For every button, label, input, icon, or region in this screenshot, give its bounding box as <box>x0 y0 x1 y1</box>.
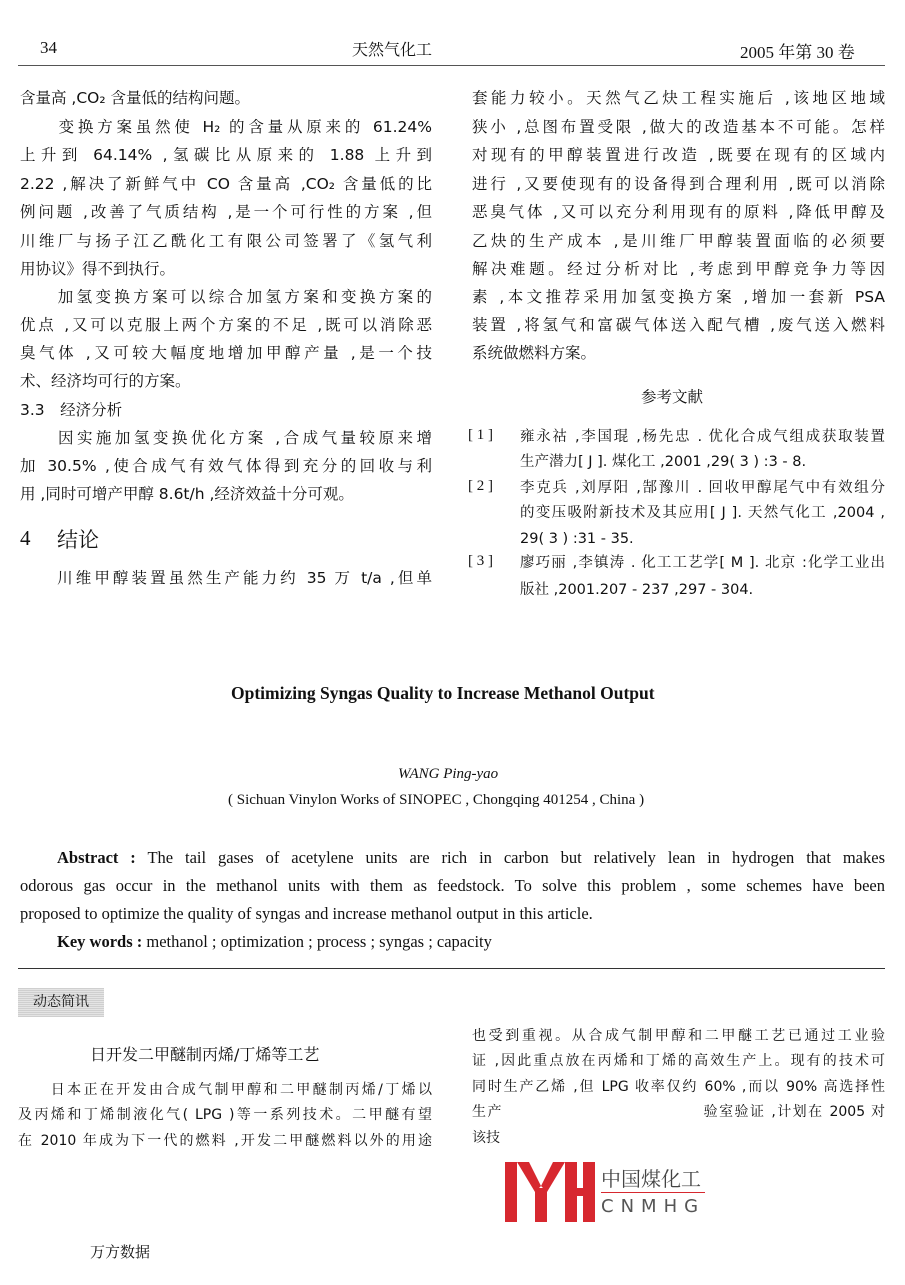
text-line: 恶臭气体 ,又可以充分利用现有的原料 ,降低甲醇及 <box>472 203 885 221</box>
text-line: 术、经济均可行的方案。 <box>20 372 191 390</box>
reference-number: [ 2 ] <box>468 478 493 494</box>
keywords-label: Key words : <box>57 932 143 951</box>
cnmhg-logo-icon <box>505 1162 595 1222</box>
references-title: 参考文献 <box>641 388 704 406</box>
abstract-line: odorous gas occur in the methanol units with them as feedstock. To solve this problem , some schemes have been <box>20 876 885 895</box>
journal-title: 天然气化工 <box>352 40 433 59</box>
section-rule <box>18 968 885 969</box>
text-line: 3.3 经济分析 <box>20 401 123 419</box>
news-title: 日开发二甲醚制丙烯/丁烯等工艺 <box>90 1045 320 1064</box>
text-line: 用协议》得不到执行。 <box>20 260 176 278</box>
text-line: 加 30.5% ,使合成气有效气体得到充分的回收与利 <box>20 457 432 475</box>
text-line: 用 ,同时可增产甲醇 8.6t/h ,经济效益十分可观。 <box>20 485 354 503</box>
text-line: 系统做燃料方案。 <box>472 344 597 362</box>
reference-line: 29( 3 ) :31 - 35. <box>520 531 634 547</box>
text-line: 套能力较小。天然气乙炔工程实施后 ,该地区地域 <box>472 89 885 107</box>
text-line: 含量高 ,CO₂ 含量低的结构问题。 <box>20 89 251 107</box>
text-line: 同时生产乙烯 ,但 LPG 收率仅约 60% ,而以 90% 高选择性 <box>472 1079 885 1095</box>
text-line: 乙炔的生产成本 ,是川维厂甲醇装置面临的必须要 <box>472 232 885 250</box>
text-line: 装置 ,将氢气和富碳气体送入配气槽 ,废气送入燃料 <box>472 316 885 334</box>
watermark-en: CNMHG <box>601 1196 706 1217</box>
keywords: methanol ; optimization ; process ; syngas ; capacity <box>146 932 492 951</box>
reference-line: 李克兵 ,刘厚阳 ,郜豫川 . 回收甲醇尾气中有效组分 <box>520 480 885 496</box>
reference-line: 版社 ,2001.207 - 237 ,297 - 304. <box>520 582 754 598</box>
section-4-title: 结论 <box>57 528 99 552</box>
page-number: 34 <box>40 38 57 57</box>
text-line: 该技 <box>472 1130 500 1146</box>
text-line: 对现有的甲醇装置进行改造 ,既要在现有的区域内 <box>472 146 885 164</box>
reference-line: 雍永祜 ,李国琨 ,杨先忠 . 优化合成气组成获取装置 <box>520 429 885 445</box>
watermark-underline <box>601 1192 705 1193</box>
text-line: 川维厂与扬子江乙酰化工有限公司签署了《氢气利 <box>20 232 432 250</box>
reference-line: 的变压吸附新技术及其应用[ J ]. 天然气化工 ,2004 , <box>520 505 885 521</box>
abstract-text: The tail gases of acetylene units are rich in carbon but relatively lean in hydrogen that makes <box>147 848 886 867</box>
text-line: 上升到 64.14% ,氢碳比从原来的 1.88 上升到 <box>20 146 432 164</box>
abstract-label: Abstract : <box>57 848 136 867</box>
header-rule <box>18 65 885 66</box>
reference-line: 生产潜力[ J ]. 煤化工 ,2001 ,29( 3 ) :3 - 8. <box>520 454 807 470</box>
text-line: 素 ,本文推荐采用加氢变换方案 ,增加一套新 PSA <box>472 288 885 306</box>
text-line: 及丙烯和丁烯制液化气( LPG )等一系列技术。二甲醚有望 <box>18 1107 432 1123</box>
issue-info: 2005 年第 30 卷 <box>740 43 855 62</box>
text-line: 解决难题。经过分析对比 ,考虑到甲醇竞争力等因 <box>472 260 885 278</box>
text-line: 加氢变换方案可以综合加氢方案和变换方案的 <box>20 288 432 306</box>
abstract-line: proposed to optimize the quality of syngas and increase methanol output in this article. <box>20 904 593 923</box>
reference-number: [ 1 ] <box>468 427 493 443</box>
news-badge: 动态简讯 <box>18 988 104 1017</box>
text-line: 臭气体 ,又可较大幅度地增加甲醇产量 ,是一个技 <box>20 344 432 362</box>
section-4-number: 4 <box>20 526 31 550</box>
reference-line: 廖巧丽 ,李镇涛 . 化工工艺学[ M ]. 北京 :化学工业出 <box>520 555 885 571</box>
text-line: 因实施加氢变换优化方案 ,合成气量较原来增 <box>20 429 432 447</box>
reference-number: [ 3 ] <box>468 553 493 569</box>
section-4-text: 川维甲醇装置虽然生产能力约 35 万 t/a ,但单 <box>20 569 432 587</box>
abstract-line <box>57 848 885 868</box>
text-line: 证 ,因此重点放在丙烯和丁烯的高效生产上。现有的技术可 <box>472 1053 885 1069</box>
text-line: 变换方案虽然使 H₂ 的含量从原来的 61.24% <box>20 118 432 136</box>
keywords-line <box>57 932 492 952</box>
english-title: Optimizing Syngas Quality to Increase Methanol Output <box>231 683 655 703</box>
text-line: 2.22 ,解决了新鲜气中 CO 含量高 ,CO₂ 含量低的比 <box>20 175 432 193</box>
watermark-cn: 中国煤化工 <box>601 1167 701 1191</box>
author: WANG Ping-yao <box>398 766 499 782</box>
footer-source: 万方数据 <box>90 1243 151 1261</box>
text-line: 在 2010 年成为下一代的燃料 ,开发二甲醚燃料以外的用途 <box>18 1133 432 1149</box>
text-line: 生产 验室验证 ,计划在 2005 对 <box>472 1104 885 1120</box>
text-line: 也受到重视。从合成气制甲醇和二甲醚工艺已通过工业验 <box>472 1028 885 1044</box>
text-line: 狭小 ,总图布置受限 ,做大的改造基本不可能。怎样 <box>472 118 885 136</box>
affiliation: ( Sichuan Vinylon Works of SINOPEC , Chongqing 401254 , China ) <box>228 792 645 808</box>
text-line: 日本正在开发由合成气制甲醇和二甲醚制丙烯/丁烯以 <box>18 1082 432 1098</box>
text-line: 优点 ,又可以克服上两个方案的不足 ,既可以消除恶 <box>20 316 432 334</box>
text-line: 例问题 ,改善了气质结构 ,是一个可行性的方案 ,但 <box>20 203 432 221</box>
text-line: 进行 ,又要使现有的设备得到合理利用 ,既可以消除 <box>472 175 885 193</box>
